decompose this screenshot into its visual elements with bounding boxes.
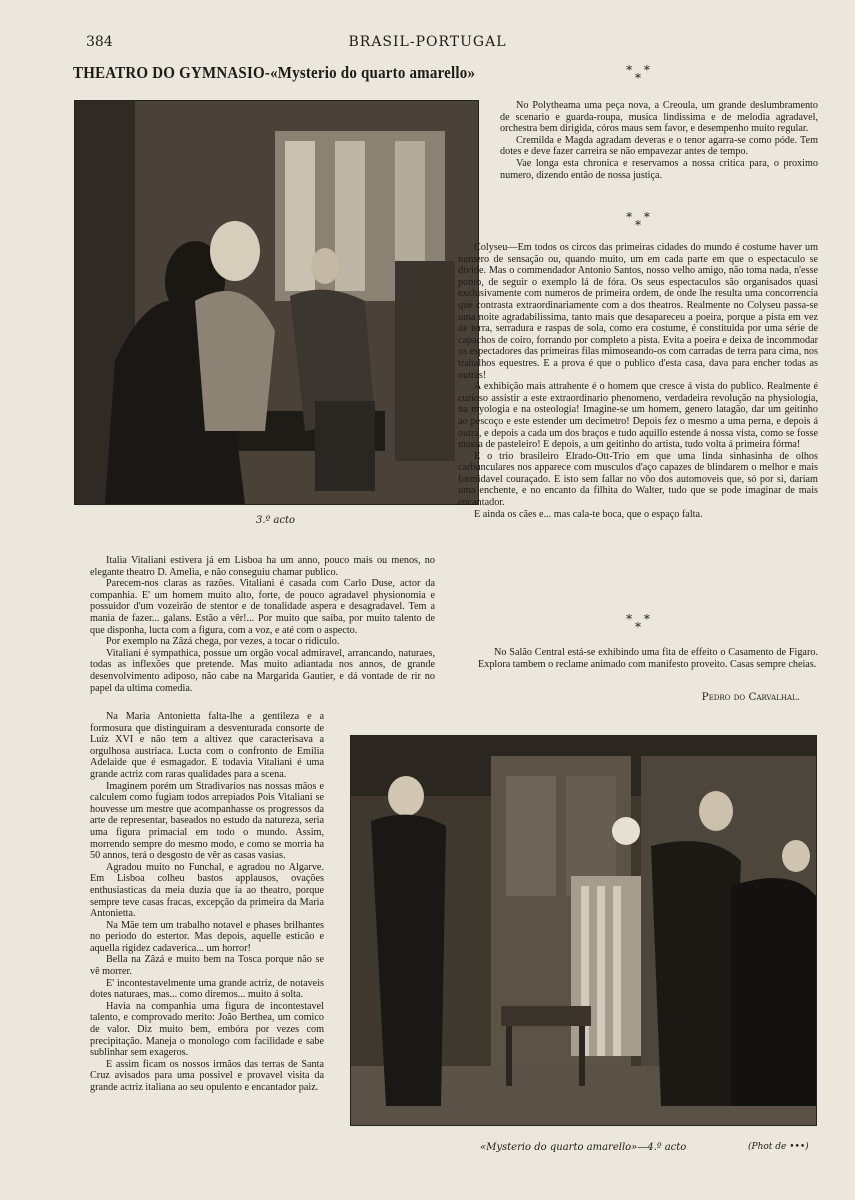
section-separator: * * * (626, 210, 654, 232)
paragraph: Vitaliani é sympathica, possue um orgão vocal admiravel, arrancando, naturaes, todas as inflexões que pretende. Mas muito adiantada nos annos, de grande desenvolvimento adiposo, não cabe na Margarida Gautier, e dá vontade de rir no papel da ultima comedia. (90, 647, 435, 694)
paragraph: A exhibição mais attrahente é o homem que cresce á vista do publico. Realmente é curioso assistir a este extraordinario phenomeno, verdadeira revolução na physiologia, na myologia e na osteologia! Imagine-se um homem, genero latagão, dar um geitinho ao pescoço e este estender um decimetro! Depois fez o mesmo a uma perna, e depois á outra, e depois a cada um dos braços e tudo aquillo estende á nossa vista, como se fosse massa de pasteleiro! E depois, a um geitinho do artista, tudo volta á primeira fórma! (458, 381, 818, 451)
paragraph: Italia Vitaliani estivera já em Lisboa ha um anno, pouco mais ou menos, no elegante theatro D. Amelia, e não conseguiu chamar publico. (90, 555, 435, 578)
paragraph: Colyseu—Em todos os circos das primeiras cidades do mundo é costume haver um numero de sensação ou, quando muito, um em cada parte em que o espectaculo se divide. Mas o commendador Antonio Santos, nosso velho amigo, não toma nada, n'esse ponto, de seguir o exemplo lá de fóra. Os seus espectaculos são organisados quasi exclusivamente com numeros de primeira ordem, de onde lhe resulta uma concorrencia que contrasta extraordinariamente com a dos theatros. Realmente no Colyseu passa-se uma noite agradabilissima, tanto mais que desapareceu a poeira, porque a pista em vez de terra, serradura e raspas de sola, como era costume, é constituida por uma série de capachos de coiro, forrando por completo a pista. Evita a poeira e deixa de incommodar os espectadores das primeiras filas mimoseando-os com carradas de terra para cima, nos trabalhos equestres. E a prova é que o publico d'esta casa, dava para encher todas as outras! (458, 242, 818, 381)
right-column-colyseu (458, 242, 818, 520)
photo-third-act (74, 100, 479, 505)
paragraph: E ainda os cães e... mas cala-te boca, que o espaço falta. (474, 508, 703, 520)
paragraph: Agradou muito no Funchal, e agradou no Algarve. Em Lisboa colheu bastos applausos, ovações enthusiasticas da meia duzia que ia ao theatro, porque sempre teve casas fracas, excepção da primeira da Maria Antonietta. (90, 861, 324, 920)
left-column-narrow (90, 711, 324, 1094)
paragraph: Cremilda e Magda agradam deveras e o tenor agarra-se como póde. Tem dotes e deve fazer carreira se não empavezar antes de tempo. (500, 134, 818, 158)
paragraph: E assim ficam os nossos irmãos das terras de Santa Cruz avisados para uma possivel e provavel visita da grande actriz italiana ao seu opulento e encantador paiz. (90, 1058, 324, 1093)
photo-third-act-image (75, 101, 478, 504)
right-column-polytheama (500, 100, 818, 181)
paragraph: Imaginem porém um Stradivarios nas nossas mãos e calculem como fugiam todos arrepiados Pois Vitaliani se houvesse um mestre que acompanhasse os progressos da arte de representar, baseados no estudo da natureza, seria uma figura primacial em todo o mundo. Assim, morrendo sempre do mesmo modo, e como se morria ha 50 annos, terá o desgosto de vêr as casas vasias. (90, 780, 324, 862)
photo-fourth-act (350, 735, 817, 1126)
paragraph: Por exemplo na Zâzá chega, por vezes, a tocar o ridiculo. (106, 636, 340, 648)
paragraph: Bella na Zâzá e muito bem na Tosca porque não se vê morrer. (90, 954, 324, 978)
photo-credit: (Phot de •••) (748, 1142, 809, 1152)
paragraph: Parecem-nos claras as razões. Vitaliani é casada com Carlo Duse, actor da companhia. E' um homem muito alto, forte, de pouco agradavel physionomia e possuidor d'um vozeirão de stentor e de tonalidade aspera e desagradavel. Tem a mania de fazer... galans. Estão a vêr!... Por muito que saiba, por muito talento de que disponha, lucta com a figura, com a voz, e até com o aspecto. (90, 578, 435, 636)
paragraph: E o trio brasileiro Elrado-Ott-Trio em que uma linda sinhasinha de olhos carbunculares nos apparece com musculos d'aço capazes de blindarem o melhor e mais formidavel couraçado. E isto sem fallar no vôo dos automoveis que, só por si, dariam uma enchente, e no encanto da filhita do Walter, tudo que se pode imaginar de mais encantador. (458, 450, 818, 509)
photo-fourth-act-caption: «Mysterio do quarto amarello»—4.º acto (480, 1142, 687, 1153)
signature: Pedro do Carvalhal. (701, 691, 800, 703)
photo-fourth-act-image (351, 736, 816, 1125)
article-title: THEATRO DO GYMNASIO-«Mysterio do quarto amarello» (73, 64, 476, 83)
section-separator: * * * (626, 63, 654, 85)
paragraph: Na Maria Antonietta falta-lhe a gentileza e a formosura que distinguiram a desventurada consorte de Luiz XVI e não tem a altivez que caracterisava a orgulhosa austriaca. Lucta com o confronto de Emilia Adelaide que é esmagador. E todavia Vitaliani é uma grande actriz com raras qualidades para a scena. (90, 711, 324, 780)
right-column-salao-central (478, 647, 818, 670)
paragraph: Na Mãe tem um trabalho notavel e phases brilhantes no periodo do estertor. Mas depois, aquelle esticão e aquella rigidez cadaverica... um horror! (90, 919, 324, 954)
paragraph: Vae longa esta chronica e reservamos a nossa critica para, o proximo numero, dizendo então de nossa justiça. (500, 157, 818, 181)
page-number: 384 (86, 34, 113, 50)
running-title: BRASIL-PORTUGAL (348, 34, 507, 50)
section-separator: * * * (626, 612, 654, 634)
paragraph: No Salão Central está-se exhibindo uma fita de effeito o Casamento de Figaro. Explora tambem o reclame animado com manifesto proveito. Casas sempre cheias. (478, 647, 818, 670)
paragraph: No Polytheama uma peça nova, a Creoula, um grande deslumbramento de scenario e guarda-roupa, musica lindissima e de melodia agradavel, orchestra bem dirigida, córos maus sem favor, e desempenho muito regular. (500, 100, 818, 135)
paragraph: E' incontestavelmente uma grande actriz, de notaveis dotes naturaes, mas... como diremos... muito á solta. (90, 977, 324, 1001)
left-column-top (90, 555, 435, 694)
photo-third-act-caption: 3.º acto (255, 515, 296, 526)
paragraph: Havia na companhia uma figura de incontestavel talento, e comprovado merito: João Berthea, um comico de valor. Diz muito bem, embóra por vezes com precipitação. Maneja o monologo com facilidade e sabe sublinhar sem exageros. (90, 1000, 324, 1059)
